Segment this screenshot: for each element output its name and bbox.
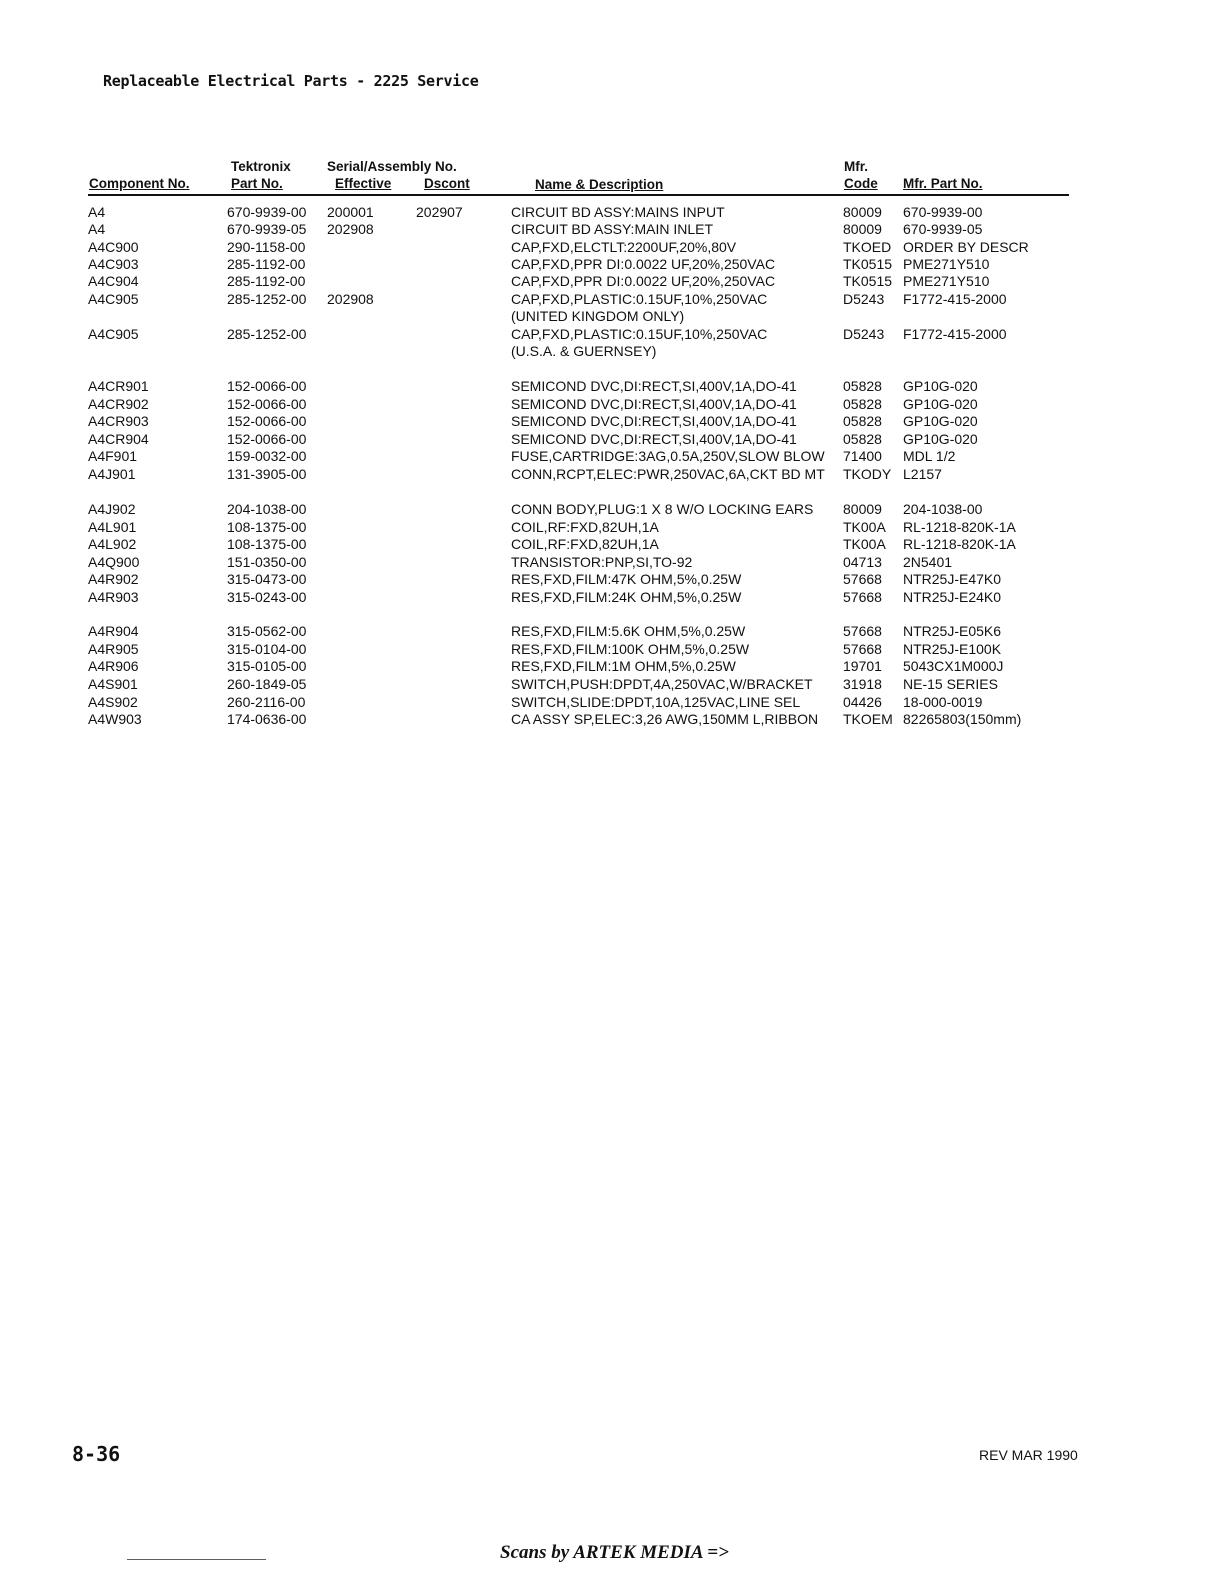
part-no: 315-0104-00: [227, 641, 307, 657]
mfr-part-no: NE-15 SERIES: [903, 676, 998, 692]
part-no: 315-0473-00: [227, 571, 307, 587]
col-header-serial: Serial/Assembly No.: [327, 159, 457, 174]
table-row: [0, 675, 1224, 693]
component-no: A4L901: [88, 519, 137, 535]
table-row: [0, 290, 1224, 308]
name-description: COIL,RF:FXD,82UH,1A: [511, 519, 659, 535]
part-no: 290-1158-00: [227, 239, 306, 255]
component-no: A4: [88, 221, 106, 237]
name-description: SEMICOND DVC,DI:RECT,SI,400V,1A,DO-41: [511, 413, 797, 429]
mfr-part-no: RL-1218-820K-1A: [903, 536, 1016, 552]
mfr-code: 05828: [843, 413, 882, 429]
revision-label: REV MAR 1990: [979, 1447, 1078, 1463]
mfr-code: 05828: [843, 396, 882, 412]
table-row: [0, 412, 1224, 430]
part-no: 315-0562-00: [227, 623, 307, 639]
table-row: [0, 657, 1224, 675]
table-row: [0, 447, 1224, 465]
mfr-part-no: MDL 1/2: [903, 448, 956, 464]
discontinued-serial: 202907: [416, 204, 463, 220]
name-description: RES,FXD,FILM:24K OHM,5%,0.25W: [511, 589, 742, 605]
name-description: (U.S.A. & GUERNSEY): [511, 343, 657, 359]
mfr-part-no: GP10G-020: [903, 396, 978, 412]
part-no: 285-1252-00: [227, 326, 307, 342]
mfr-part-no: 5043CX1M000J: [903, 658, 1004, 674]
part-no: 204-1038-00: [227, 501, 307, 517]
mfr-part-no: 82265803(150mm): [903, 711, 1022, 727]
name-description: CONN,RCPT,ELEC:PWR,250VAC,6A,CKT BD MT: [511, 466, 825, 482]
table-row: [0, 588, 1224, 606]
page-header-title: Replaceable Electrical Parts - 2225 Service: [103, 72, 479, 90]
mfr-part-no: ORDER BY DESCR: [903, 239, 1029, 255]
mfr-code: TKOED: [843, 239, 892, 255]
table-row: [0, 710, 1224, 728]
component-no: A4W903: [88, 711, 142, 727]
component-no: A4S902: [88, 694, 138, 710]
mfr-part-no: NTR25J-E100K: [903, 641, 1002, 657]
name-description: CIRCUIT BD ASSY:MAIN INLET: [511, 221, 714, 237]
name-description: CIRCUIT BD ASSY:MAINS INPUT: [511, 204, 725, 220]
mfr-code: 57668: [843, 641, 882, 657]
name-description: COIL,RF:FXD,82UH,1A: [511, 536, 659, 552]
mfr-code: 71400: [843, 448, 882, 464]
mfr-part-no: NTR25J-E47K0: [903, 571, 1002, 587]
col-header-code: Code: [844, 176, 878, 191]
mfr-code: TKODY: [843, 466, 892, 482]
name-description: SEMICOND DVC,DI:RECT,SI,400V,1A,DO-41: [511, 396, 797, 412]
mfr-code: TKOEM: [843, 711, 893, 727]
name-description: CAP,FXD,PLASTIC:0.15UF,10%,250VAC: [511, 326, 768, 342]
name-description: FUSE,CARTRIDGE:3AG,0.5A,250V,SLOW BLOW: [511, 448, 825, 464]
table-row: [0, 395, 1224, 413]
mfr-code: 57668: [843, 589, 882, 605]
mfr-code: 05828: [843, 378, 882, 394]
mfr-part-no: 204-1038-00: [903, 501, 983, 517]
col-header-tektronix: Tektronix: [231, 159, 291, 174]
mfr-code: 80009: [843, 204, 882, 220]
mfr-part-no: PME271Y510: [903, 256, 990, 272]
mfr-part-no: GP10G-020: [903, 413, 978, 429]
name-description: TRANSISTOR:PNP,SI,TO-92: [511, 554, 693, 570]
part-no: 670-9939-00: [227, 204, 307, 220]
mfr-code: 80009: [843, 501, 882, 517]
table-row: [0, 430, 1224, 448]
col-header-mfr: Mfr.: [844, 159, 869, 174]
name-description: RES,FXD,FILM:5.6K OHM,5%,0.25W: [511, 623, 746, 639]
mfr-part-no: RL-1218-820K-1A: [903, 519, 1016, 535]
component-no: A4C903: [88, 256, 139, 272]
part-no: 159-0032-00: [227, 448, 307, 464]
part-no: 174-0636-00: [227, 711, 307, 727]
name-description: RES,FXD,FILM:100K OHM,5%,0.25W: [511, 641, 750, 657]
component-no: A4L902: [88, 536, 137, 552]
page-number: 8-36: [72, 1442, 121, 1466]
mfr-part-no: NTR25J-E05K6: [903, 623, 1002, 639]
table-row: [0, 693, 1224, 711]
component-no: A4CR902: [88, 396, 149, 412]
mfr-code: 04713: [843, 554, 882, 570]
component-no: A4R903: [88, 589, 139, 605]
component-no: A4J902: [88, 501, 136, 517]
effective-serial: 202908: [327, 221, 374, 237]
name-description: SWITCH,SLIDE:DPDT,10A,125VAC,LINE SEL: [511, 694, 801, 710]
name-description: CAP,FXD,ELCTLT:2200UF,20%,80V: [511, 239, 737, 255]
table-row: [0, 255, 1224, 273]
name-description: SWITCH,PUSH:DPDT,4A,250VAC,W/BRACKET: [511, 676, 813, 692]
table-row: [0, 535, 1224, 553]
table-row: [0, 465, 1224, 483]
mfr-part-no: L2157: [903, 466, 942, 482]
component-no: A4CR901: [88, 378, 149, 394]
name-description: (UNITED KINGDOM ONLY): [511, 308, 685, 324]
col-header-effective: Effective: [335, 176, 392, 191]
table-row: [0, 272, 1224, 290]
col-header-name-description: Name & Description: [535, 177, 664, 192]
mfr-part-no: F1772-415-2000: [903, 291, 1007, 307]
component-no: A4S901: [88, 676, 138, 692]
table-row: [0, 307, 1224, 325]
name-description: CAP,FXD,PLASTIC:0.15UF,10%,250VAC: [511, 291, 768, 307]
part-no: 152-0066-00: [227, 413, 307, 429]
part-no: 152-0066-00: [227, 378, 307, 394]
table-row: [0, 220, 1224, 238]
component-no: A4C905: [88, 291, 139, 307]
part-no: 108-1375-00: [227, 536, 307, 552]
component-no: A4R904: [88, 623, 139, 639]
part-no: 151-0350-00: [227, 554, 307, 570]
mfr-part-no: GP10G-020: [903, 378, 978, 394]
name-description: CAP,FXD,PPR DI:0.0022 UF,20%,250VAC: [511, 256, 776, 272]
mfr-part-no: 18-000-0019: [903, 694, 983, 710]
table-row: [0, 203, 1224, 221]
part-no: 315-0243-00: [227, 589, 307, 605]
name-description: CAP,FXD,PPR DI:0.0022 UF,20%,250VAC: [511, 273, 776, 289]
col-header-dscont: Dscont: [424, 176, 470, 191]
mfr-code: TK00A: [843, 519, 886, 535]
mfr-part-no: NTR25J-E24K0: [903, 589, 1002, 605]
name-description: CONN BODY,PLUG:1 X 8 W/O LOCKING EARS: [511, 501, 814, 517]
part-no: 152-0066-00: [227, 396, 307, 412]
part-no: 131-3905-00: [227, 466, 307, 482]
mfr-code: 57668: [843, 571, 882, 587]
mfr-code: 31918: [843, 676, 882, 692]
table-row: [0, 622, 1224, 640]
table-row: [0, 570, 1224, 588]
table-row: [0, 325, 1224, 343]
part-no: 152-0066-00: [227, 431, 307, 447]
mfr-part-no: PME271Y510: [903, 273, 990, 289]
name-description: SEMICOND DVC,DI:RECT,SI,400V,1A,DO-41: [511, 431, 797, 447]
component-no: A4J901: [88, 466, 136, 482]
mfr-code: 57668: [843, 623, 882, 639]
component-no: A4C904: [88, 273, 139, 289]
component-no: A4R905: [88, 641, 139, 657]
part-no: 670-9939-05: [227, 221, 307, 237]
mfr-code: 80009: [843, 221, 882, 237]
col-header-mfr-part-no: Mfr. Part No.: [903, 176, 983, 191]
mfr-part-no: F1772-415-2000: [903, 326, 1007, 342]
part-no: 315-0105-00: [227, 658, 307, 674]
component-no: A4R902: [88, 571, 139, 587]
table-row: [0, 238, 1224, 256]
part-no: 285-1192-00: [227, 256, 306, 272]
name-description: CA ASSY SP,ELEC:3,26 AWG,150MM L,RIBBON: [511, 711, 819, 727]
mfr-code: 19701: [843, 658, 882, 674]
component-no: A4Q900: [88, 554, 140, 570]
effective-serial: 202908: [327, 291, 374, 307]
name-description: RES,FXD,FILM:47K OHM,5%,0.25W: [511, 571, 742, 587]
part-no: 285-1252-00: [227, 291, 307, 307]
mfr-code: TK0515: [843, 273, 893, 289]
component-no: A4R906: [88, 658, 139, 674]
component-no: A4C905: [88, 326, 139, 342]
table-row: [0, 500, 1224, 518]
mfr-part-no: 2N5401: [903, 554, 953, 570]
table-row: [0, 342, 1224, 360]
component-no: A4C900: [88, 239, 139, 255]
name-description: RES,FXD,FILM:1M OHM,5%,0.25W: [511, 658, 736, 674]
component-no: A4CR904: [88, 431, 149, 447]
part-no: 260-1849-05: [227, 676, 307, 692]
mfr-code: D5243: [843, 326, 885, 342]
component-no: A4: [88, 204, 106, 220]
mfr-code: D5243: [843, 291, 885, 307]
effective-serial: 200001: [327, 204, 374, 220]
table-row: [0, 377, 1224, 395]
mfr-code: TK00A: [843, 536, 886, 552]
part-no: 285-1192-00: [227, 273, 306, 289]
part-no: 108-1375-00: [227, 519, 307, 535]
mfr-part-no: 670-9939-00: [903, 204, 983, 220]
part-no: 260-2116-00: [227, 694, 306, 710]
scan-credit: Scans by ARTEK MEDIA =>: [500, 1542, 729, 1563]
mfr-code: 05828: [843, 431, 882, 447]
col-header-part-no: Part No.: [231, 176, 283, 191]
mfr-code: 04426: [843, 694, 882, 710]
mfr-part-no: GP10G-020: [903, 431, 978, 447]
footer-link-underline: [127, 1559, 266, 1560]
mfr-code: TK0515: [843, 256, 893, 272]
component-no: A4CR903: [88, 413, 149, 429]
component-no: A4F901: [88, 448, 138, 464]
table-row: [0, 553, 1224, 571]
table-row: [0, 518, 1224, 536]
name-description: SEMICOND DVC,DI:RECT,SI,400V,1A,DO-41: [511, 378, 797, 394]
mfr-part-no: 670-9939-05: [903, 221, 983, 237]
table-row: [0, 640, 1224, 658]
col-header-component: Component No.: [89, 176, 190, 191]
